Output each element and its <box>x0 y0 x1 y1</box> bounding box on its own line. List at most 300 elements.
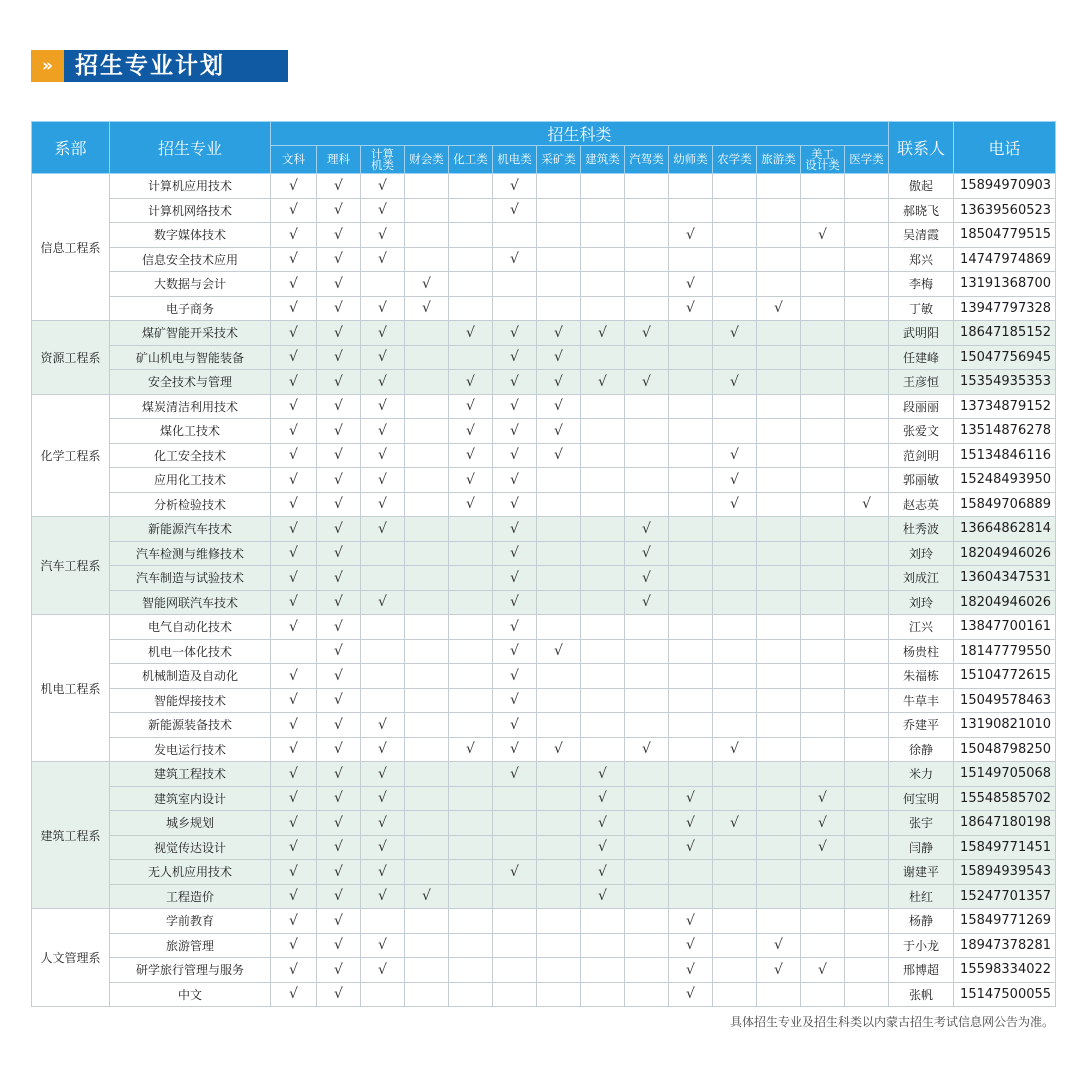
category-mark-cell <box>271 394 317 419</box>
enrollment-plan-table <box>31 121 1056 1007</box>
category-mark-cell <box>537 247 581 272</box>
category-mark-cell <box>669 909 713 934</box>
category-mark-cell <box>405 517 449 542</box>
category-mark-cell <box>713 958 757 983</box>
check-mark-icon: √ <box>774 961 783 978</box>
category-mark-cell <box>757 468 801 493</box>
check-mark-icon: √ <box>686 912 695 929</box>
check-mark-icon: √ <box>818 961 827 978</box>
major-cell: 信息安全技术应用 <box>110 247 271 272</box>
contact-cell: 郑兴 <box>889 247 954 272</box>
phone-cell: 15894939543 <box>954 860 1056 885</box>
major-cell: 分析检验技术 <box>110 492 271 517</box>
category-mark-cell <box>581 321 625 346</box>
category-mark-cell <box>449 223 493 248</box>
category-mark-cell <box>713 590 757 615</box>
category-mark-cell <box>625 492 669 517</box>
category-mark-cell <box>801 884 845 909</box>
category-mark-cell <box>625 958 669 983</box>
check-mark-icon: √ <box>289 275 298 292</box>
check-mark-icon: √ <box>378 373 387 390</box>
category-mark-cell <box>493 517 537 542</box>
category-mark-cell <box>625 835 669 860</box>
category-mark-cell <box>449 443 493 468</box>
category-mark-cell <box>845 517 889 542</box>
check-mark-icon: √ <box>554 398 563 415</box>
category-mark-cell <box>449 345 493 370</box>
table-row <box>32 982 1056 1007</box>
category-mark-cell <box>757 517 801 542</box>
category-mark-cell <box>317 590 361 615</box>
category-mark-cell <box>493 198 537 223</box>
category-mark-cell <box>361 223 405 248</box>
header-category: 计算 机类 <box>361 146 405 174</box>
category-mark-cell <box>757 394 801 419</box>
category-mark-cell <box>713 909 757 934</box>
check-mark-icon: √ <box>378 349 387 366</box>
table-row <box>32 296 1056 321</box>
category-mark-cell <box>317 198 361 223</box>
phone-cell: 13664862814 <box>954 517 1056 542</box>
category-mark-cell <box>801 713 845 738</box>
category-mark-cell <box>317 811 361 836</box>
contact-cell: 邢博超 <box>889 958 954 983</box>
category-mark-cell <box>271 443 317 468</box>
category-mark-cell <box>581 468 625 493</box>
category-mark-cell <box>361 958 405 983</box>
table-row <box>32 517 1056 542</box>
category-mark-cell <box>713 517 757 542</box>
department-cell: 化学工程系 <box>32 394 110 517</box>
category-mark-cell <box>625 174 669 199</box>
section-title-banner <box>31 50 288 82</box>
category-mark-cell <box>625 247 669 272</box>
check-mark-icon: √ <box>422 275 431 292</box>
category-mark-cell <box>493 860 537 885</box>
table-row <box>32 443 1056 468</box>
category-mark-cell <box>405 909 449 934</box>
category-mark-cell <box>625 370 669 395</box>
check-mark-icon: √ <box>289 300 298 317</box>
check-mark-icon: √ <box>378 814 387 831</box>
category-mark-cell <box>449 615 493 640</box>
header-category: 化工类 <box>449 146 493 174</box>
category-mark-cell <box>845 272 889 297</box>
category-mark-cell <box>801 639 845 664</box>
check-mark-icon: √ <box>289 422 298 439</box>
category-mark-cell <box>581 958 625 983</box>
category-mark-cell <box>449 982 493 1007</box>
table-row <box>32 811 1056 836</box>
check-mark-icon: √ <box>378 447 387 464</box>
check-mark-icon: √ <box>334 741 343 758</box>
check-mark-icon: √ <box>598 324 607 341</box>
check-mark-icon: √ <box>510 251 519 268</box>
check-mark-icon: √ <box>289 177 298 194</box>
category-mark-cell <box>845 737 889 762</box>
category-mark-cell <box>713 174 757 199</box>
category-mark-cell <box>405 639 449 664</box>
header-dept: 系部 <box>32 122 110 174</box>
category-mark-cell <box>581 492 625 517</box>
category-mark-cell <box>405 296 449 321</box>
category-mark-cell <box>449 909 493 934</box>
category-mark-cell <box>801 468 845 493</box>
phone-cell: 13191368700 <box>954 272 1056 297</box>
major-cell: 新能源汽车技术 <box>110 517 271 542</box>
category-mark-cell <box>713 884 757 909</box>
category-mark-cell <box>757 566 801 591</box>
category-mark-cell <box>493 443 537 468</box>
contact-cell: 范剑明 <box>889 443 954 468</box>
category-mark-cell <box>449 835 493 860</box>
category-mark-cell <box>757 321 801 346</box>
phone-cell: 13847700161 <box>954 615 1056 640</box>
major-cell: 电子商务 <box>110 296 271 321</box>
category-mark-cell <box>625 664 669 689</box>
category-mark-cell <box>493 884 537 909</box>
category-mark-cell <box>669 982 713 1007</box>
category-mark-cell <box>581 296 625 321</box>
header-category: 农学类 <box>713 146 757 174</box>
category-mark-cell <box>845 590 889 615</box>
phone-cell: 15248493950 <box>954 468 1056 493</box>
category-mark-cell <box>581 811 625 836</box>
category-mark-cell <box>757 664 801 689</box>
category-mark-cell <box>361 639 405 664</box>
category-mark-cell <box>405 884 449 909</box>
header-category: 采矿类 <box>537 146 581 174</box>
category-mark-cell <box>361 933 405 958</box>
category-mark-cell <box>405 198 449 223</box>
category-mark-cell <box>271 958 317 983</box>
table-row <box>32 884 1056 909</box>
check-mark-icon: √ <box>334 986 343 1003</box>
category-mark-cell <box>757 541 801 566</box>
category-mark-cell <box>581 762 625 787</box>
check-mark-icon: √ <box>510 496 519 513</box>
check-mark-icon: √ <box>554 349 563 366</box>
check-mark-icon: √ <box>466 324 475 341</box>
header-category: 美工 设计类 <box>801 146 845 174</box>
check-mark-icon: √ <box>466 741 475 758</box>
category-mark-cell <box>449 639 493 664</box>
category-mark-cell <box>449 664 493 689</box>
category-mark-cell <box>449 786 493 811</box>
category-mark-cell <box>713 541 757 566</box>
check-mark-icon: √ <box>510 373 519 390</box>
contact-cell: 刘玲 <box>889 590 954 615</box>
category-mark-cell <box>669 811 713 836</box>
category-mark-cell <box>713 737 757 762</box>
category-mark-cell <box>361 566 405 591</box>
category-mark-cell <box>317 933 361 958</box>
category-mark-cell <box>625 615 669 640</box>
table-row <box>32 909 1056 934</box>
category-mark-cell <box>713 566 757 591</box>
category-mark-cell <box>317 566 361 591</box>
table-row <box>32 688 1056 713</box>
category-mark-cell <box>493 811 537 836</box>
category-mark-cell <box>493 713 537 738</box>
check-mark-icon: √ <box>334 251 343 268</box>
check-mark-icon: √ <box>378 251 387 268</box>
category-mark-cell <box>493 664 537 689</box>
contact-cell: 朱福栋 <box>889 664 954 689</box>
check-mark-icon: √ <box>554 324 563 341</box>
check-mark-icon: √ <box>378 765 387 782</box>
category-mark-cell <box>757 590 801 615</box>
check-mark-icon: √ <box>334 349 343 366</box>
phone-cell: 15149705068 <box>954 762 1056 787</box>
category-mark-cell <box>669 737 713 762</box>
header-categories-group: 招生科类 <box>271 122 889 146</box>
check-mark-icon: √ <box>378 520 387 537</box>
category-mark-cell <box>801 615 845 640</box>
category-mark-cell <box>713 272 757 297</box>
check-mark-icon: √ <box>554 643 563 660</box>
check-mark-icon: √ <box>510 398 519 415</box>
category-mark-cell <box>669 762 713 787</box>
header-category: 机电类 <box>493 146 537 174</box>
category-mark-cell <box>405 713 449 738</box>
category-mark-cell <box>537 174 581 199</box>
category-mark-cell <box>845 958 889 983</box>
check-mark-icon: √ <box>334 643 343 660</box>
category-mark-cell <box>361 443 405 468</box>
category-mark-cell <box>317 737 361 762</box>
category-mark-cell <box>713 615 757 640</box>
check-mark-icon: √ <box>730 741 739 758</box>
contact-cell: 何宝明 <box>889 786 954 811</box>
category-mark-cell <box>625 811 669 836</box>
phone-cell: 18647180198 <box>954 811 1056 836</box>
header-category: 旅游类 <box>757 146 801 174</box>
category-mark-cell <box>713 419 757 444</box>
category-mark-cell <box>361 835 405 860</box>
category-mark-cell <box>625 394 669 419</box>
category-mark-cell <box>449 811 493 836</box>
category-mark-cell <box>845 566 889 591</box>
category-mark-cell <box>581 664 625 689</box>
check-mark-icon: √ <box>334 912 343 929</box>
category-mark-cell <box>493 933 537 958</box>
check-mark-icon: √ <box>510 202 519 219</box>
phone-cell: 15134846116 <box>954 443 1056 468</box>
check-mark-icon: √ <box>289 496 298 513</box>
category-mark-cell <box>845 247 889 272</box>
category-mark-cell <box>581 223 625 248</box>
major-cell: 新能源装备技术 <box>110 713 271 738</box>
category-mark-cell <box>757 982 801 1007</box>
category-mark-cell <box>405 835 449 860</box>
phone-cell: 18504779515 <box>954 223 1056 248</box>
major-cell: 建筑工程技术 <box>110 762 271 787</box>
category-mark-cell <box>449 394 493 419</box>
table-row <box>32 958 1056 983</box>
category-mark-cell <box>625 762 669 787</box>
category-mark-cell <box>581 884 625 909</box>
category-mark-cell <box>271 541 317 566</box>
category-mark-cell <box>361 737 405 762</box>
category-mark-cell <box>713 835 757 860</box>
category-mark-cell <box>537 786 581 811</box>
category-mark-cell <box>493 958 537 983</box>
category-mark-cell <box>801 321 845 346</box>
check-mark-icon: √ <box>510 741 519 758</box>
category-mark-cell <box>801 933 845 958</box>
category-mark-cell <box>449 541 493 566</box>
category-mark-cell <box>669 884 713 909</box>
department-cell: 人文管理系 <box>32 909 110 1007</box>
table-row <box>32 321 1056 346</box>
category-mark-cell <box>757 737 801 762</box>
contact-cell: 杜红 <box>889 884 954 909</box>
check-mark-icon: √ <box>334 667 343 684</box>
category-mark-cell <box>669 419 713 444</box>
category-mark-cell <box>713 345 757 370</box>
phone-cell: 14747974869 <box>954 247 1056 272</box>
table-row <box>32 198 1056 223</box>
category-mark-cell <box>845 664 889 689</box>
phone-cell: 15104772615 <box>954 664 1056 689</box>
contact-cell: 江兴 <box>889 615 954 640</box>
category-mark-cell <box>537 982 581 1007</box>
check-mark-icon: √ <box>334 447 343 464</box>
check-mark-icon: √ <box>334 226 343 243</box>
category-mark-cell <box>493 394 537 419</box>
category-mark-cell <box>845 198 889 223</box>
contact-cell: 张爱文 <box>889 419 954 444</box>
category-mark-cell <box>801 223 845 248</box>
category-mark-cell <box>537 835 581 860</box>
category-mark-cell <box>669 443 713 468</box>
check-mark-icon: √ <box>510 447 519 464</box>
major-cell: 发电运行技术 <box>110 737 271 762</box>
category-mark-cell <box>581 590 625 615</box>
category-mark-cell <box>669 933 713 958</box>
category-mark-cell <box>713 811 757 836</box>
category-mark-cell <box>361 419 405 444</box>
major-cell: 煤炭清洁利用技术 <box>110 394 271 419</box>
check-mark-icon: √ <box>378 594 387 611</box>
category-mark-cell <box>669 345 713 370</box>
check-mark-icon: √ <box>334 496 343 513</box>
category-mark-cell <box>537 345 581 370</box>
category-mark-cell <box>713 370 757 395</box>
category-mark-cell <box>669 296 713 321</box>
category-mark-cell <box>317 909 361 934</box>
category-mark-cell <box>669 223 713 248</box>
category-mark-cell <box>271 713 317 738</box>
header-category: 财会类 <box>405 146 449 174</box>
category-mark-cell <box>537 688 581 713</box>
category-mark-cell <box>405 786 449 811</box>
major-cell: 汽车制造与试验技术 <box>110 566 271 591</box>
category-mark-cell <box>713 713 757 738</box>
check-mark-icon: √ <box>686 961 695 978</box>
category-mark-cell <box>317 492 361 517</box>
category-mark-cell <box>757 492 801 517</box>
category-mark-cell <box>493 688 537 713</box>
category-mark-cell <box>317 786 361 811</box>
check-mark-icon: √ <box>554 422 563 439</box>
category-mark-cell <box>845 223 889 248</box>
check-mark-icon: √ <box>686 790 695 807</box>
table-row <box>32 247 1056 272</box>
check-mark-icon: √ <box>554 447 563 464</box>
category-mark-cell <box>317 296 361 321</box>
category-mark-cell <box>757 443 801 468</box>
category-mark-cell <box>581 615 625 640</box>
category-mark-cell <box>713 860 757 885</box>
category-mark-cell <box>669 639 713 664</box>
table-row <box>32 590 1056 615</box>
category-mark-cell <box>669 958 713 983</box>
check-mark-icon: √ <box>289 912 298 929</box>
check-mark-icon: √ <box>510 667 519 684</box>
table-row <box>32 370 1056 395</box>
category-mark-cell <box>361 370 405 395</box>
category-mark-cell <box>757 296 801 321</box>
check-mark-icon: √ <box>334 790 343 807</box>
check-mark-icon: √ <box>730 373 739 390</box>
category-mark-cell <box>361 615 405 640</box>
category-mark-cell <box>845 296 889 321</box>
category-mark-cell <box>713 394 757 419</box>
phone-cell: 15849706889 <box>954 492 1056 517</box>
category-mark-cell <box>361 174 405 199</box>
category-mark-cell <box>449 272 493 297</box>
contact-cell: 张宇 <box>889 811 954 836</box>
category-mark-cell <box>757 860 801 885</box>
phone-cell: 15247701357 <box>954 884 1056 909</box>
category-mark-cell <box>713 933 757 958</box>
category-mark-cell <box>537 419 581 444</box>
category-mark-cell <box>801 370 845 395</box>
category-mark-cell <box>537 443 581 468</box>
category-mark-cell <box>271 737 317 762</box>
category-mark-cell <box>537 713 581 738</box>
category-mark-cell <box>317 247 361 272</box>
check-mark-icon: √ <box>289 667 298 684</box>
category-mark-cell <box>271 664 317 689</box>
check-mark-icon: √ <box>686 275 695 292</box>
category-mark-cell <box>361 345 405 370</box>
check-mark-icon: √ <box>686 937 695 954</box>
category-mark-cell <box>449 762 493 787</box>
category-mark-cell <box>669 321 713 346</box>
category-mark-cell <box>537 272 581 297</box>
category-mark-cell <box>537 198 581 223</box>
category-mark-cell <box>757 419 801 444</box>
category-mark-cell <box>537 370 581 395</box>
category-mark-cell <box>449 566 493 591</box>
category-mark-cell <box>801 174 845 199</box>
check-mark-icon: √ <box>334 545 343 562</box>
category-mark-cell <box>845 541 889 566</box>
category-mark-cell <box>801 296 845 321</box>
category-mark-cell <box>669 835 713 860</box>
category-mark-cell <box>537 223 581 248</box>
category-mark-cell <box>625 566 669 591</box>
phone-cell: 18147779550 <box>954 639 1056 664</box>
check-mark-icon: √ <box>289 888 298 905</box>
category-mark-cell <box>449 688 493 713</box>
check-mark-icon: √ <box>466 422 475 439</box>
category-mark-cell <box>271 419 317 444</box>
category-mark-cell <box>757 615 801 640</box>
